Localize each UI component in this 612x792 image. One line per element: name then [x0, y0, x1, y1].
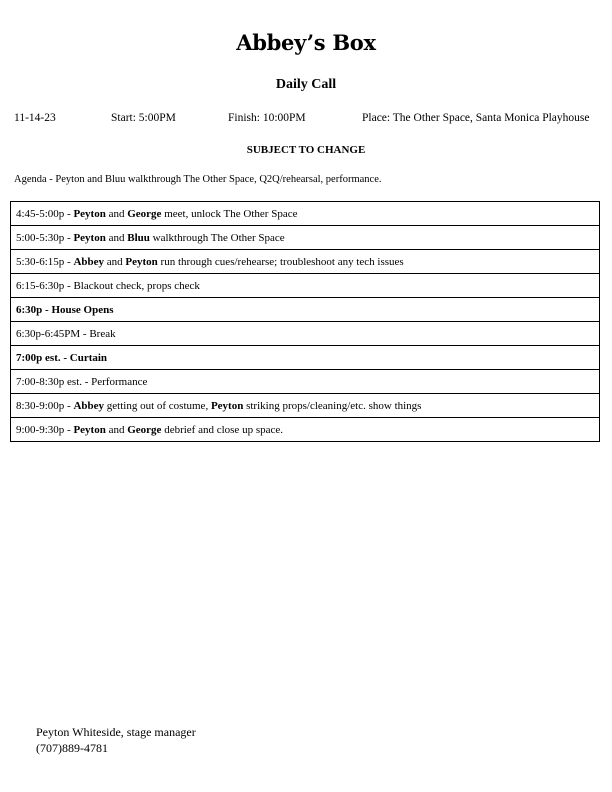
schedule-row — [11, 202, 600, 226]
schedule-text: 8:30-9:00p - — [16, 399, 74, 412]
schedule-bold-text: Peyton — [210, 399, 244, 412]
schedule-text: 5:00-5:30p - — [16, 231, 74, 244]
schedule-row — [11, 418, 600, 442]
schedule-cell — [11, 226, 600, 250]
schedule-text: walkthrough The Other Space — [149, 231, 285, 244]
schedule-cell — [11, 370, 600, 394]
schedule-bold-text: George — [127, 423, 162, 436]
schedule-row — [11, 250, 600, 274]
stage-manager-name: Peyton Whiteside, stage manager — [36, 725, 196, 739]
schedule-bold-text: Abbey — [73, 399, 105, 412]
schedule-bold-text: 7:00p est. - Curtain — [16, 351, 108, 364]
schedule-cell — [11, 298, 600, 322]
schedule-cell — [11, 394, 600, 418]
schedule-text: and — [105, 231, 128, 244]
schedule-cell — [11, 322, 600, 346]
schedule-cell — [11, 202, 600, 226]
schedule-body — [11, 202, 600, 442]
schedule-text: run through cues/rehearse; troubleshoot any tech issues — [157, 255, 404, 268]
stage-manager-phone: (707)889-4781 — [36, 741, 108, 755]
schedule-text: striking props/cleaning/etc. show things — [243, 399, 422, 412]
schedule-bold-text: Abbey — [73, 255, 105, 268]
schedule-text: 6:15-6:30p - Blackout check, props check — [16, 279, 200, 292]
agenda-line: Agenda - Peyton and Bluu walkthrough The Other Space, Q2Q/rehearsal, performance. — [14, 174, 382, 185]
schedule-table — [10, 201, 600, 442]
schedule-text: 9:00-9:30p - — [16, 423, 74, 436]
schedule-row — [11, 322, 600, 346]
schedule-text: and — [105, 423, 128, 436]
schedule-text: and — [105, 207, 128, 220]
venue: Place: The Other Space, Santa Monica Playhouse — [362, 112, 590, 124]
schedule-bold-text: Bluu — [127, 231, 150, 244]
schedule-bold-text: Peyton — [73, 207, 106, 220]
schedule-row — [11, 394, 600, 418]
call-date: 11-14-23 — [14, 112, 56, 124]
schedule-bold-text: Peyton — [73, 231, 106, 244]
schedule-row — [11, 274, 600, 298]
schedule-row — [11, 298, 600, 322]
schedule-bold-text: Peyton — [125, 255, 158, 268]
subject-to-change-notice: SUBJECT TO CHANGE — [246, 144, 366, 156]
schedule-text: getting out of costume, — [104, 399, 211, 412]
start-time: Start: 5:00PM — [111, 112, 176, 124]
schedule-text: and — [104, 255, 126, 268]
schedule-text: 6:30p-6:45PM - Break — [16, 327, 116, 340]
schedule-cell — [11, 346, 600, 370]
schedule-cell — [11, 274, 600, 298]
schedule-cell — [11, 250, 600, 274]
schedule-text: 5:30-6:15p - — [16, 255, 74, 268]
schedule-text: meet, unlock The Other Space — [161, 207, 298, 220]
document-subtitle: Daily Call — [275, 77, 337, 92]
schedule-bold-text: 6:30p - House Opens — [16, 303, 114, 316]
schedule-bold-text: Peyton — [73, 423, 106, 436]
finish-time: Finish: 10:00PM — [228, 112, 306, 124]
schedule-row — [11, 226, 600, 250]
schedule-row — [11, 346, 600, 370]
schedule-bold-text: George — [127, 207, 162, 220]
document-title: Abbey’s Box — [236, 30, 376, 55]
schedule-text: 4:45-5:00p - — [16, 207, 74, 220]
schedule-text: 7:00-8:30p est. - Performance — [16, 375, 148, 388]
schedule-text: debrief and close up space. — [161, 423, 283, 436]
schedule-row — [11, 370, 600, 394]
schedule-cell — [11, 418, 600, 442]
